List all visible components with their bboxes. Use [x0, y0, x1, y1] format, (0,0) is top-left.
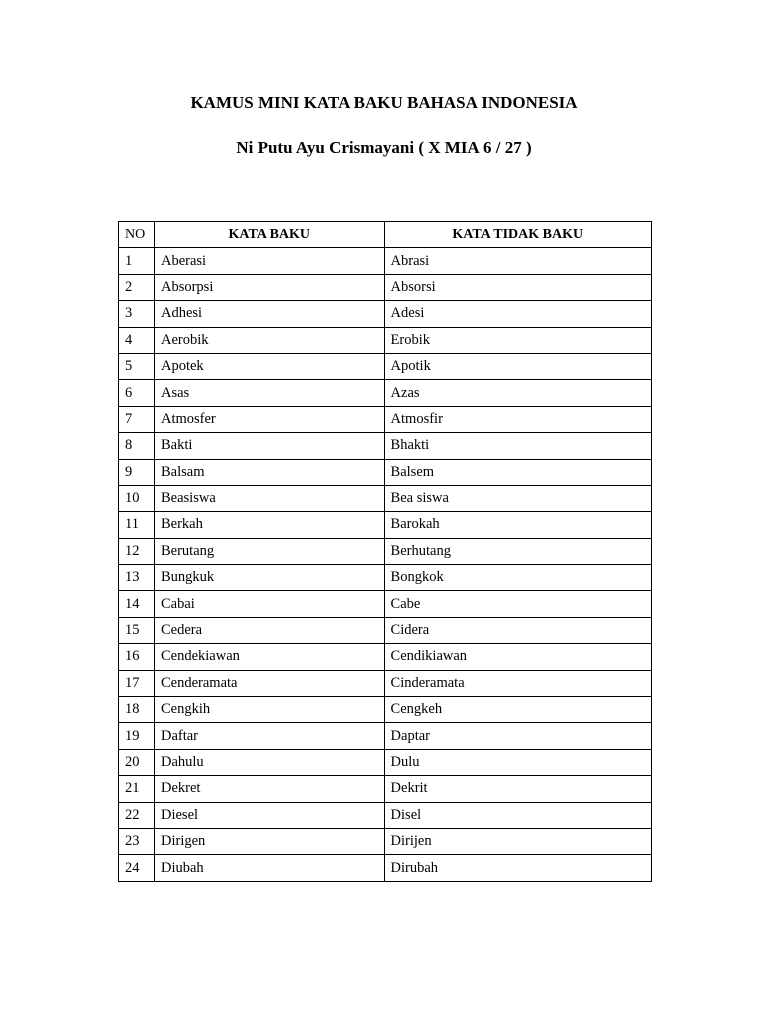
cell-no: 16 — [119, 644, 155, 670]
cell-kata-baku: Aerobik — [154, 327, 384, 353]
cell-no: 4 — [119, 327, 155, 353]
table-row — [119, 802, 652, 828]
table-row — [119, 855, 652, 881]
cell-no: 19 — [119, 723, 155, 749]
cell-no: 20 — [119, 749, 155, 775]
cell-kata-tidak-baku: Barokah — [384, 512, 651, 538]
table-row — [119, 617, 652, 643]
cell-kata-tidak-baku: Azas — [384, 380, 651, 406]
table-row — [119, 591, 652, 617]
cell-no: 18 — [119, 697, 155, 723]
cell-kata-baku: Daftar — [154, 723, 384, 749]
cell-kata-baku: Beasiswa — [154, 485, 384, 511]
cell-no: 10 — [119, 485, 155, 511]
cell-kata-tidak-baku: Erobik — [384, 327, 651, 353]
cell-kata-tidak-baku: Balsem — [384, 459, 651, 485]
cell-kata-baku: Dahulu — [154, 749, 384, 775]
cell-kata-tidak-baku: Daptar — [384, 723, 651, 749]
table-row — [119, 327, 652, 353]
table-row — [119, 301, 652, 327]
cell-no: 21 — [119, 776, 155, 802]
cell-kata-baku: Cedera — [154, 617, 384, 643]
cell-kata-baku: Diesel — [154, 802, 384, 828]
cell-no: 17 — [119, 670, 155, 696]
cell-kata-tidak-baku: Bea siswa — [384, 485, 651, 511]
cell-kata-baku: Cengkih — [154, 697, 384, 723]
cell-kata-baku: Bungkuk — [154, 565, 384, 591]
cell-no: 2 — [119, 274, 155, 300]
cell-no: 13 — [119, 565, 155, 591]
document-title: KAMUS MINI KATA BAKU BAHASA INDONESIA — [190, 93, 578, 112]
header-kata-baku: KATA BAKU — [154, 222, 384, 248]
cell-no: 15 — [119, 617, 155, 643]
word-table — [118, 221, 652, 882]
cell-kata-tidak-baku: Absorsi — [384, 274, 651, 300]
cell-kata-tidak-baku: Cengkeh — [384, 697, 651, 723]
table-row — [119, 274, 652, 300]
cell-no: 23 — [119, 828, 155, 854]
cell-no: 24 — [119, 855, 155, 881]
cell-kata-tidak-baku: Disel — [384, 802, 651, 828]
table-header-row — [119, 222, 652, 248]
cell-no: 1 — [119, 248, 155, 274]
table-row — [119, 248, 652, 274]
cell-kata-baku: Bakti — [154, 433, 384, 459]
cell-kata-baku: Aberasi — [154, 248, 384, 274]
cell-kata-tidak-baku: Atmosfir — [384, 406, 651, 432]
cell-no: 7 — [119, 406, 155, 432]
cell-kata-baku: Berkah — [154, 512, 384, 538]
cell-kata-tidak-baku: Berhutang — [384, 538, 651, 564]
table-row — [119, 512, 652, 538]
document-subtitle: Ni Putu Ayu Crismayani ( X MIA 6 / 27 ) — [236, 138, 532, 157]
header-kata-tidak-baku: KATA TIDAK BAKU — [384, 222, 651, 248]
table-row — [119, 565, 652, 591]
cell-kata-baku: Absorpsi — [154, 274, 384, 300]
cell-no: 8 — [119, 433, 155, 459]
cell-kata-baku: Diubah — [154, 855, 384, 881]
cell-no: 12 — [119, 538, 155, 564]
cell-no: 6 — [119, 380, 155, 406]
cell-kata-tidak-baku: Cidera — [384, 617, 651, 643]
cell-kata-tidak-baku: Bongkok — [384, 565, 651, 591]
cell-kata-baku: Berutang — [154, 538, 384, 564]
cell-kata-tidak-baku: Cendikiawan — [384, 644, 651, 670]
cell-kata-tidak-baku: Cabe — [384, 591, 651, 617]
cell-kata-tidak-baku: Bhakti — [384, 433, 651, 459]
cell-kata-tidak-baku: Dulu — [384, 749, 651, 775]
cell-kata-baku: Cenderamata — [154, 670, 384, 696]
table-row — [119, 380, 652, 406]
cell-kata-baku: Adhesi — [154, 301, 384, 327]
cell-kata-tidak-baku: Apotik — [384, 353, 651, 379]
table-row — [119, 828, 652, 854]
table-row — [119, 644, 652, 670]
cell-kata-baku: Balsam — [154, 459, 384, 485]
cell-kata-baku: Atmosfer — [154, 406, 384, 432]
cell-no: 9 — [119, 459, 155, 485]
table-row — [119, 670, 652, 696]
table-row — [119, 697, 652, 723]
table-row — [119, 433, 652, 459]
table-row — [119, 749, 652, 775]
table-body — [119, 248, 652, 881]
table-row — [119, 459, 652, 485]
cell-kata-tidak-baku: Abrasi — [384, 248, 651, 274]
cell-kata-baku: Dirigen — [154, 828, 384, 854]
table-row — [119, 538, 652, 564]
cell-no: 14 — [119, 591, 155, 617]
cell-kata-baku: Dekret — [154, 776, 384, 802]
cell-kata-baku: Apotek — [154, 353, 384, 379]
cell-kata-baku: Cendekiawan — [154, 644, 384, 670]
table-row — [119, 776, 652, 802]
table-row — [119, 353, 652, 379]
cell-no: 5 — [119, 353, 155, 379]
cell-kata-tidak-baku: Adesi — [384, 301, 651, 327]
cell-no: 22 — [119, 802, 155, 828]
table-row — [119, 723, 652, 749]
cell-kata-baku: Cabai — [154, 591, 384, 617]
cell-no: 3 — [119, 301, 155, 327]
cell-kata-tidak-baku: Dekrit — [384, 776, 651, 802]
cell-no: 11 — [119, 512, 155, 538]
cell-kata-tidak-baku: Dirijen — [384, 828, 651, 854]
table-row — [119, 485, 652, 511]
header-no: NO — [119, 222, 155, 248]
cell-kata-baku: Asas — [154, 380, 384, 406]
cell-kata-tidak-baku: Dirubah — [384, 855, 651, 881]
table-row — [119, 406, 652, 432]
cell-kata-tidak-baku: Cinderamata — [384, 670, 651, 696]
